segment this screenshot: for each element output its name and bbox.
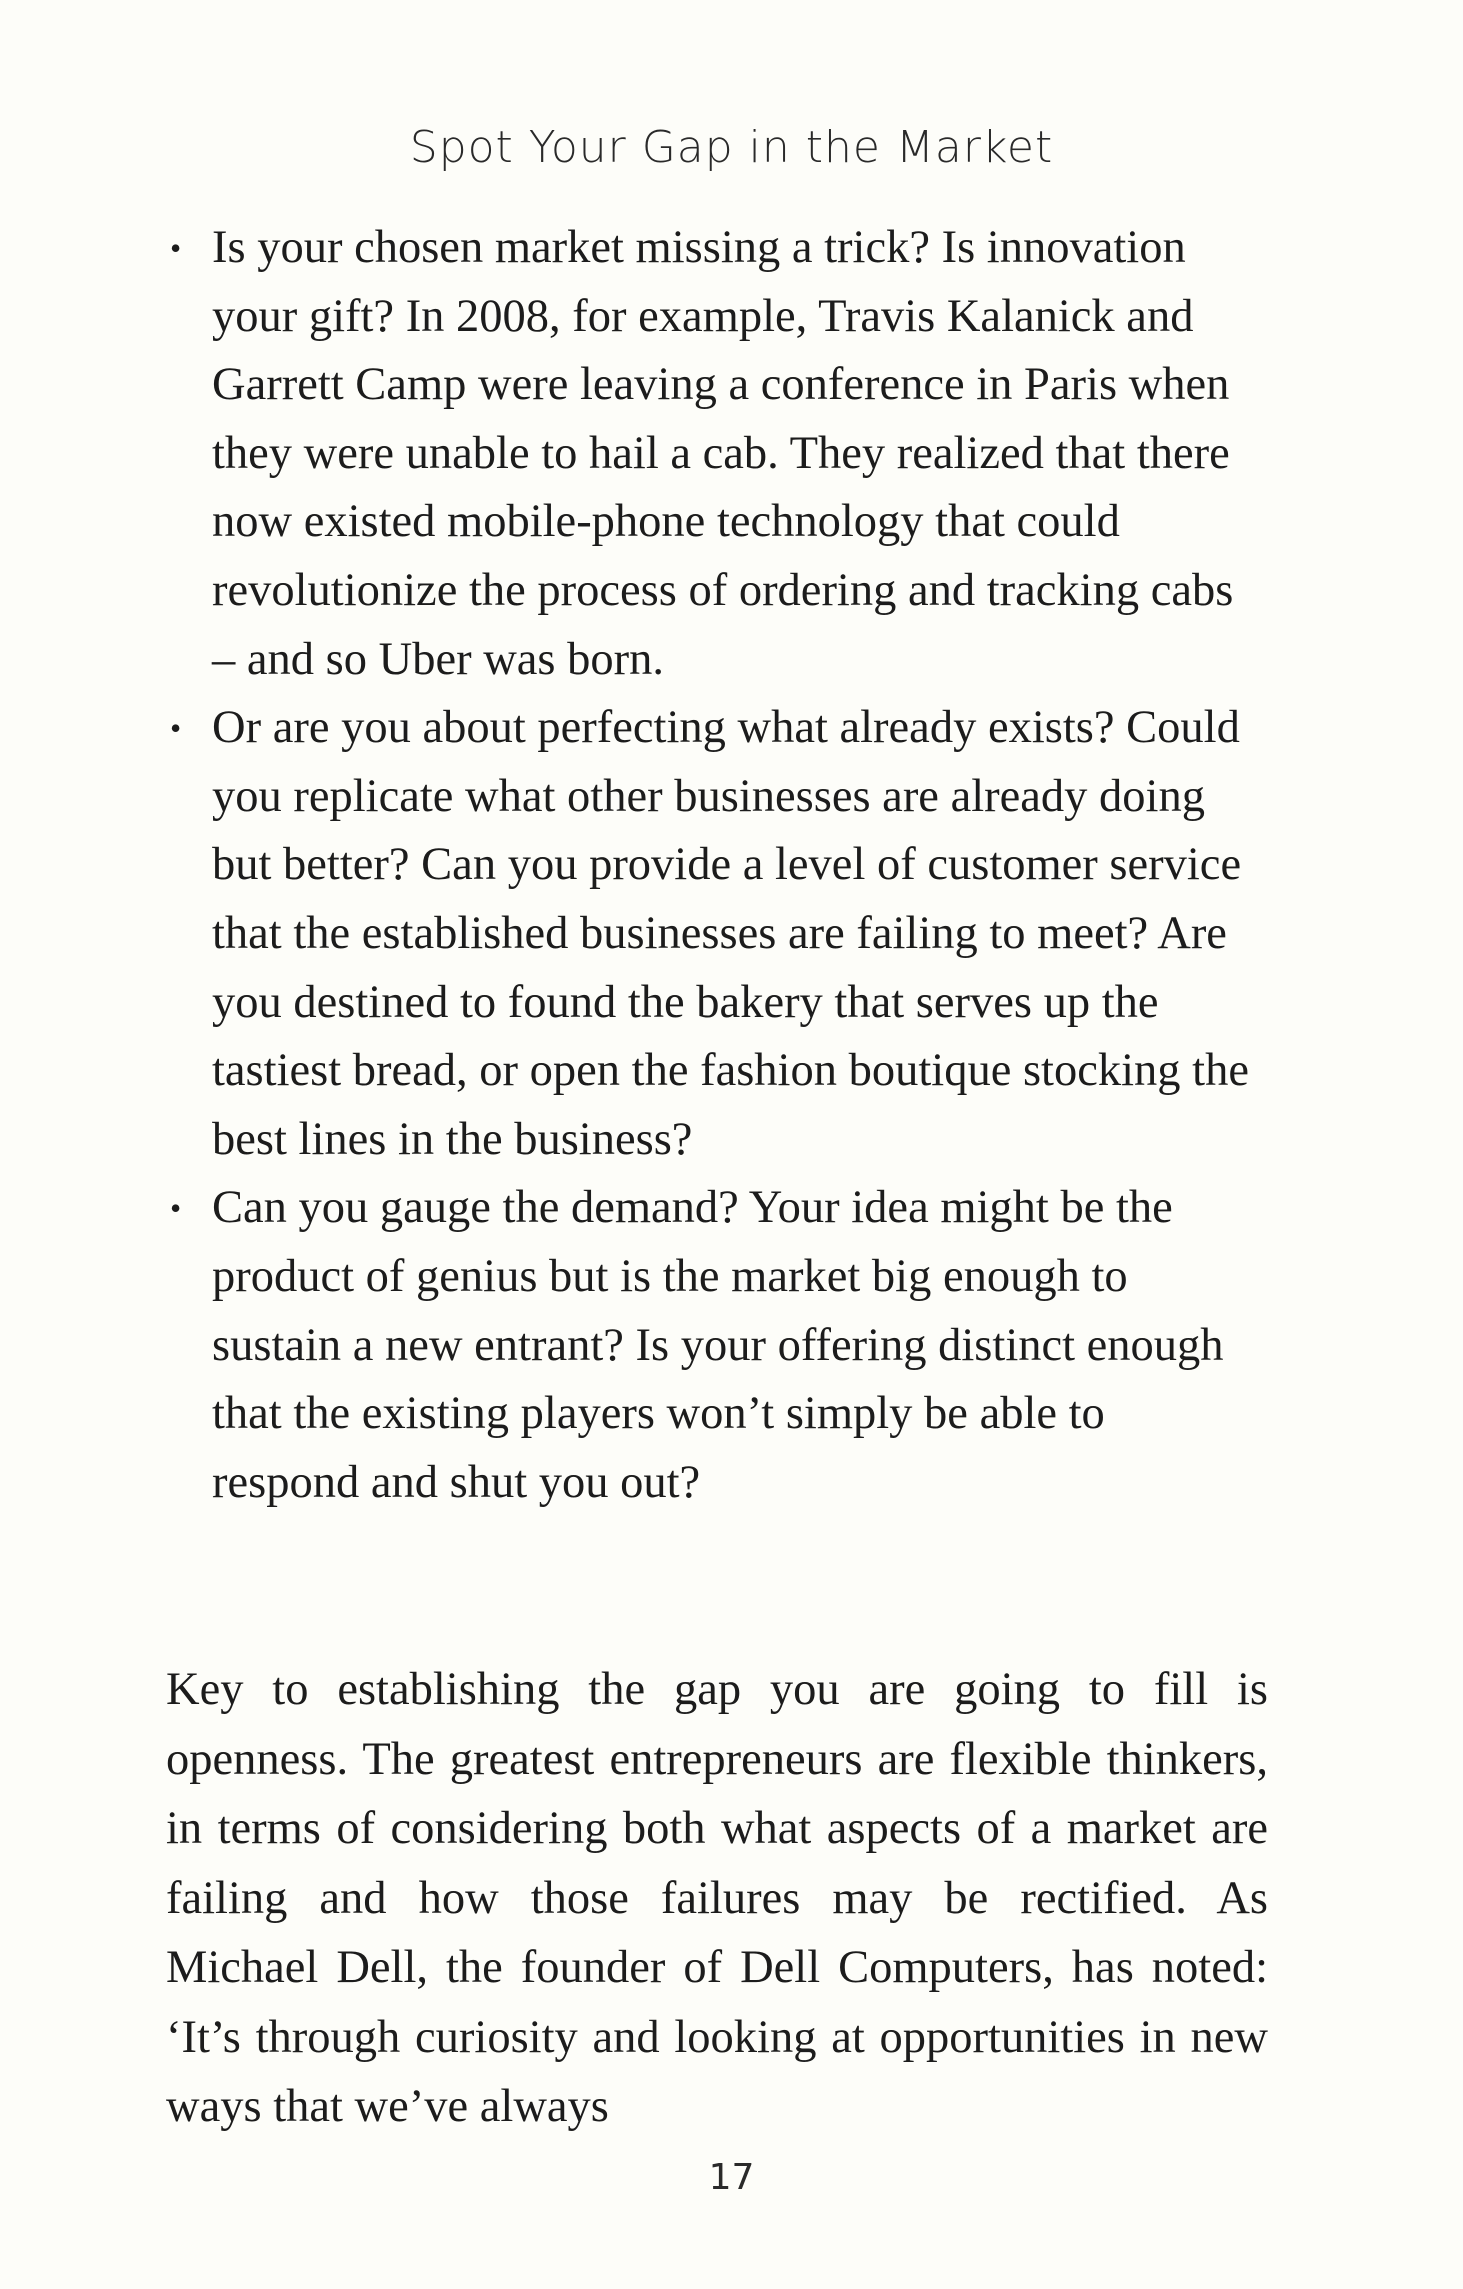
bullet-item [150,694,1260,1174]
bullet-item [150,214,1260,694]
bullet-marker: • [170,230,182,266]
bullet-text: Can you gauge the demand? Your idea might be the product of genius but is the market big enough to sustain a new entrant? Is your offering distinct enough that the existing players won’t simply be able to respond and shut you out? [212,1182,1224,1508]
bullet-text: Or are you about perfecting what already exists? Could you replicate what other businesses are already doing but better? Can you provide a level of customer service that the established businesses are failing to meet? Are you destined to found the bakery that serves up the tastiest bread, or open the fashion boutique stocking the best lines in the business? [212,702,1249,1165]
bullet-list [150,214,1260,1517]
bullet-marker: • [170,1190,182,1227]
bullet-marker: • [170,710,182,747]
body-paragraph: Key to establishing the gap you are going to fill is openness. The greatest entrepreneurs are flexible thinkers, in terms of considering both what aspects of a market are failing and how those failures may be rectified. As Michael Dell, the founder of Dell Computers, has noted: ‘It’s through curiosity and looking at opportunities in new ways that we’ve always [166,1664,1268,2132]
running-head: Spot Your Gap in the Market [409,122,1054,173]
bullet-text: Is your chosen market missing a trick? Is innovation your gift? In 2008, for example, Travis Kalanick and Garrett Camp were leaving a conference in Paris when they were unable to hail a cab. They realized that there now existed mobile-phone technology that could revolutionize the process of ordering and tracking cabs – and so Uber was born. [212,222,1234,685]
bullet-item [150,1174,1260,1517]
page-number: 17 [708,2157,755,2198]
